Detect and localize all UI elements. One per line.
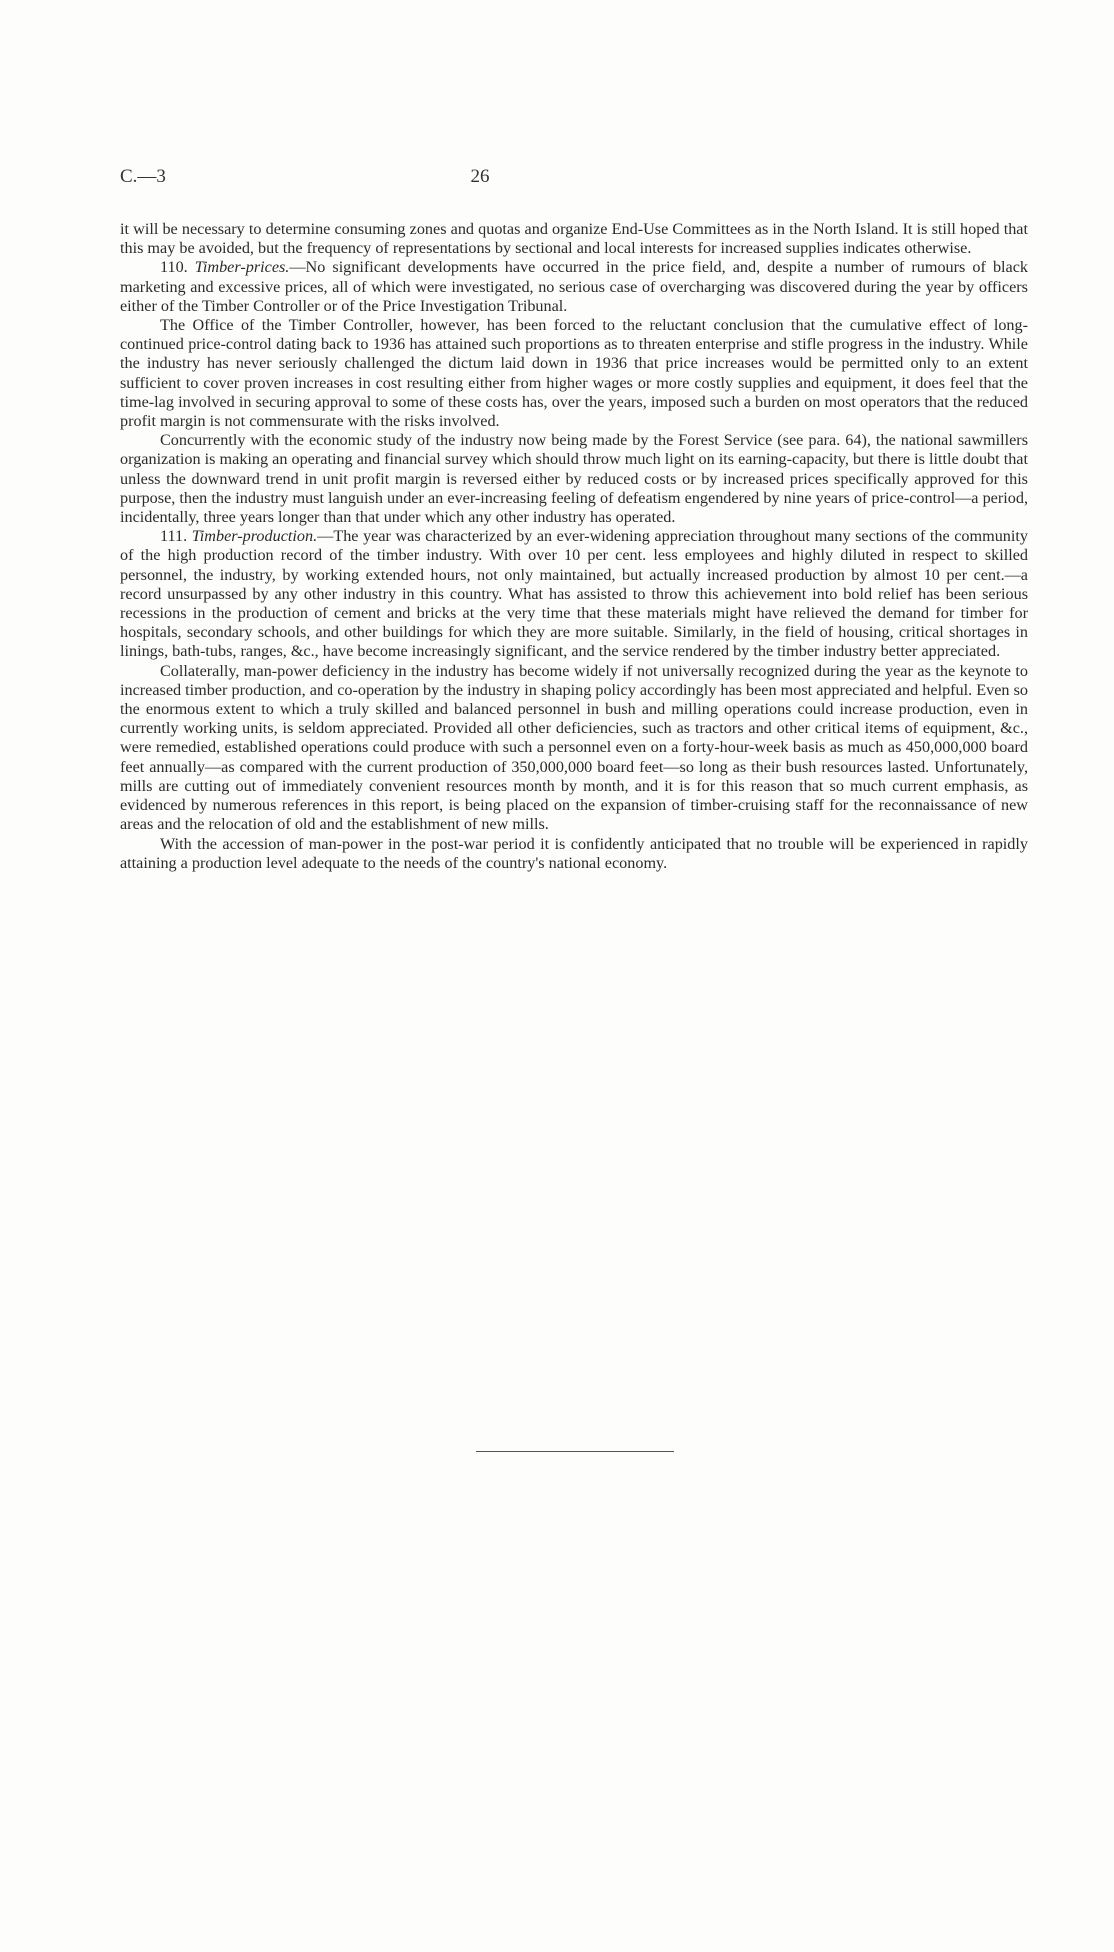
paragraph-text: —No significant developments have occurred in the price field, and, despite a number of rumours of black marketing and excessive prices, all of which were investigated, no serious case of overcharging was discovered during the year by officers either of the Timber Controller or of the Price Investigation Tribunal. xyxy=(120,258,1028,315)
running-header xyxy=(120,166,1028,192)
paragraph-text: Collaterally, man-power deficiency in the industry has become widely if not universally recognized during the year as the keynote to increased timber production, and co-operation by the industry in shaping policy accordingly has been most appreciated and helpful. Even so the enormous extent to which a truly skilled and balanced personnel in bush and milling operations could increase production, even in currently working units, is seldom appreciated. Provided all other deficiencies, such as tractors and other critical items of equipment, &c., were remedied, established operations could produce with such a personnel even on a forty-hour-week basis as much as 450,000,000 board feet annually—as compared with the current production of 350,000,000 board feet—so long as their bush resources lasted. Unfortunately, mills are cutting out of immediately convenient resources month by month, and it is for this reason that so much current emphasis, as evidenced by numerous references in this report, is being placed on the expansion of timber-cruising staff for the reconnaissance of new areas and the relocation of old and the establishment of new mills. xyxy=(120,661,1028,834)
section-heading: Timber-prices. xyxy=(194,258,290,277)
paragraph-text: Concurrently with the economic study of the industry now being made by the Forest Service (see para. 64), the national sawmillers organization is making an operating and financial survey which should throw much light on its earning-capacity, but there is little doubt that unless the downward trend in unit profit margin is reversed either by reduced costs or by increased prices specifically approved for this purpose, then the industry must languish under an ever-increasing feeling of defeatism engendered by nine years of price-control—a period, incidentally, three years longer than that under which any other industry has operated. xyxy=(120,431,1028,527)
page-number: 26 xyxy=(470,166,490,187)
paragraph xyxy=(120,316,1028,431)
document-code: C.—3 xyxy=(120,166,166,187)
paragraph xyxy=(120,258,1028,316)
section-heading: Timber-production. xyxy=(191,527,318,546)
paragraph xyxy=(120,220,1028,258)
section-number: 111. xyxy=(160,527,192,546)
body-text xyxy=(120,220,1028,873)
paragraph-text: it will be necessary to determine consuming zones and quotas and organize End-Use Committees as in the North Island. It is still hoped that this may be avoided, but the frequency of representations by sectional and local interests for increased supplies indicates otherwise. xyxy=(120,220,1028,258)
paragraph-text: The Office of the Timber Controller, however, has been forced to the reluctant conclusion that the cumulative effect of long-continued price-control dating back to 1936 has attained such proportions as to threaten enterprise and stifle progress in the industry. While the industry has never seriously challenged the dictum laid down in 1936 that price increases would be permitted only to an extent sufficient to cover proven increases in cost resulting either from higher wages or more costly supplies and equipment, it does feel that the time-lag involved in securing approval to some of these costs has, over the years, imposed such a burden on most operators that the reduced profit margin is not commensurate with the risks involved. xyxy=(120,316,1028,431)
end-rule xyxy=(476,1451,674,1452)
paragraph xyxy=(120,662,1028,835)
paragraph xyxy=(120,835,1028,873)
paragraph xyxy=(120,431,1028,527)
paragraph-text: —The year was characterized by an ever-widening appreciation throughout many sections of the community of the high production record of the timber industry. With over 10 per cent. less employees and highly diluted in respect to skilled personnel, the industry, by working extended hours, not only maintained, but actually increased production by almost 10 per cent.—a record unsurpassed by any other industry in this country. What has assisted to throw this achievement into bold relief has been serious recessions in the production of cement and bricks at the very time that these materials might have relieved the demand for timber for hospitals, secondary schools, and other buildings for which they are more suitable. Similarly, in the field of housing, critical shortages in linings, bath-tubs, ranges, &c., have become increasingly significant, and the service rendered by the timber industry better appreciated. xyxy=(120,527,1028,661)
paragraph-text: With the accession of man-power in the post-war period it is confidently anticipated that no trouble will be experienced in rapidly attaining a production level adequate to the needs of the country's national economy. xyxy=(120,834,1028,872)
section-number: 110. xyxy=(160,258,195,277)
paragraph xyxy=(120,527,1028,661)
